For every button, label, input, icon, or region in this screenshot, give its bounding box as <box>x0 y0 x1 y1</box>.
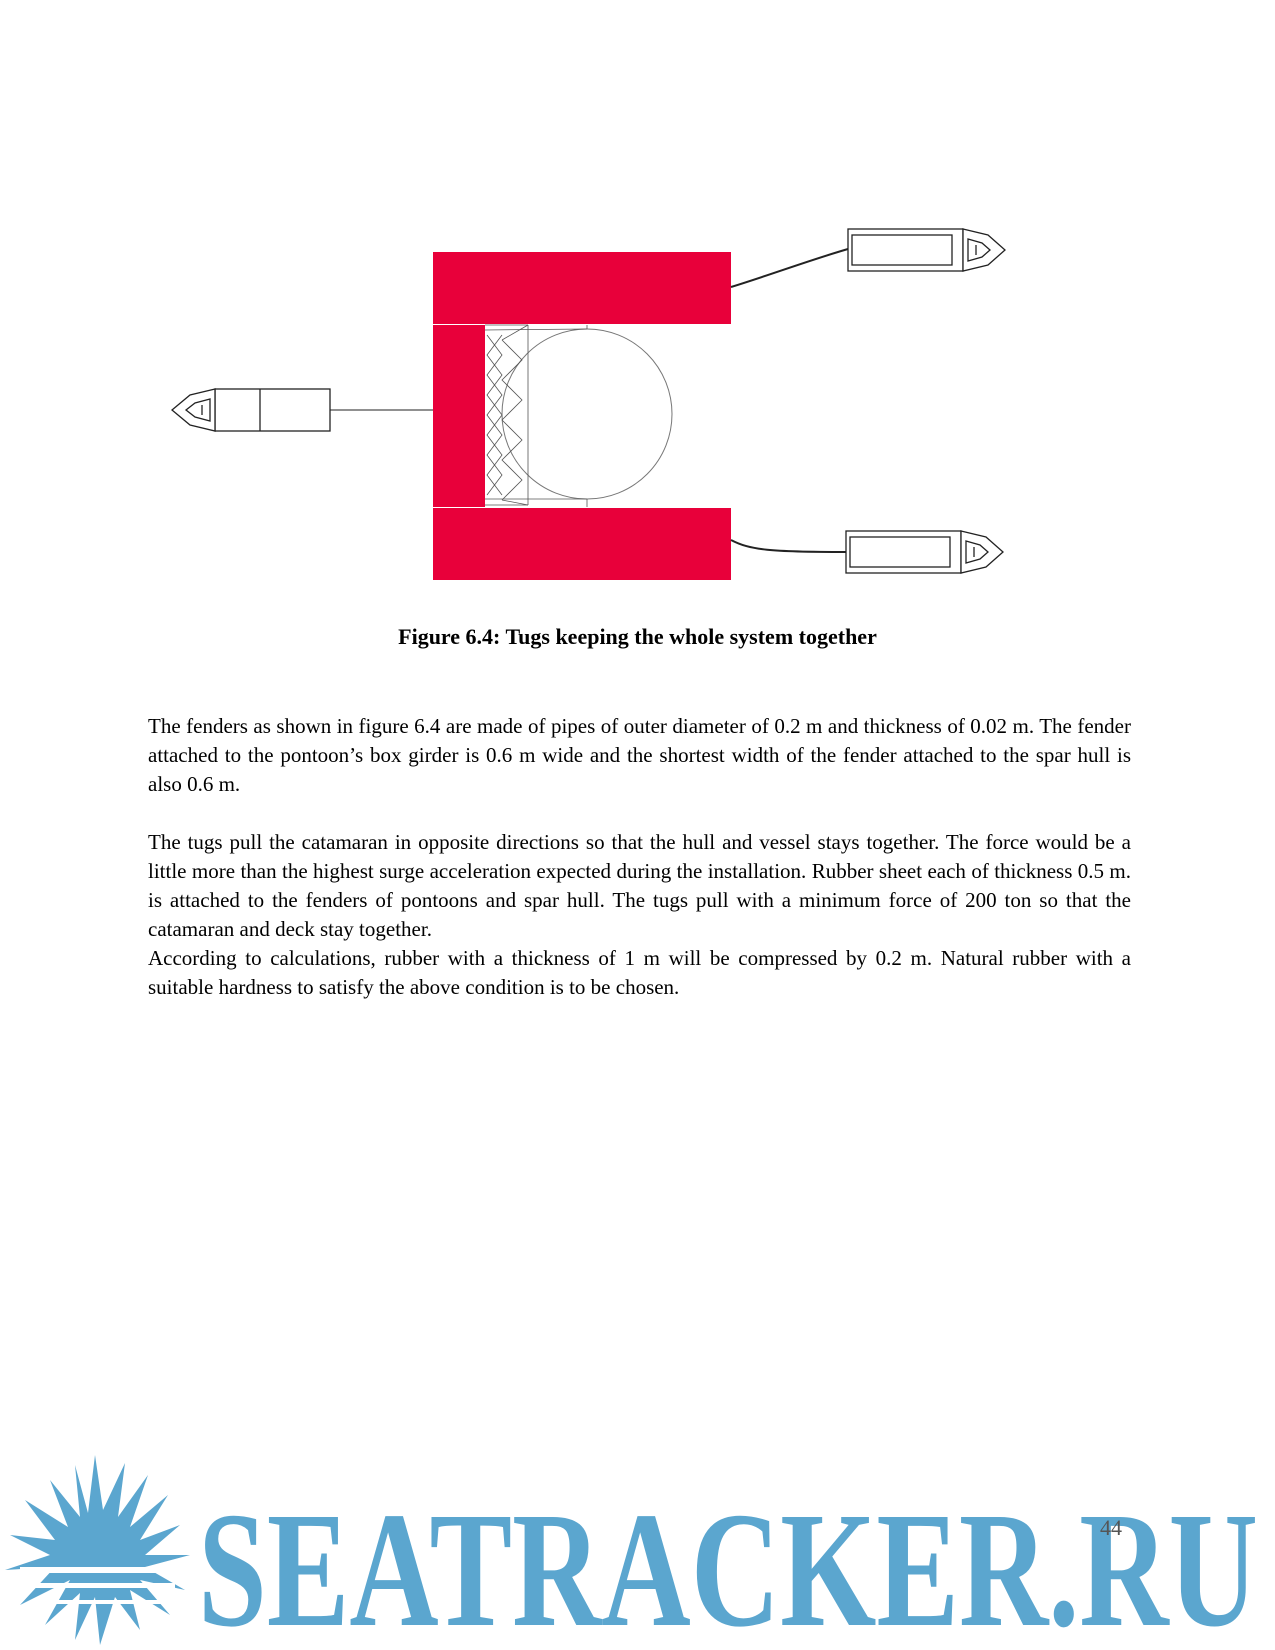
body-text <box>148 712 1131 1002</box>
tow-line-upper <box>731 249 848 287</box>
spar-hull <box>502 329 672 499</box>
paragraph: According to calculations, rubber with a thickness of 1 m will be compressed by 0.2 m. Natural rubber with a suitable hardness to satisfy the above condition is to be chosen. <box>148 946 1131 999</box>
paragraph: The fenders as shown in figure 6.4 are made of pipes of outer diameter of 0.2 m and thickness of 0.02 m. The fender attached to the pontoon’s box girder is 0.6 m wide and the shortest width of the fender attached to the spar hull is also 0.6 m. <box>148 714 1131 796</box>
tug-system-figure <box>150 215 1090 625</box>
paragraph: The tugs pull the catamaran in opposite directions so that the hull and vessel stays together. The force would be a little more than the highest surge acceleration expected during the installation. Rubber sheet each of thickness 0.5 m. is attached to the fenders of pontoons and spar hull. The tugs pull with a minimum force of 200 ton so that the catamaran and deck stay together. <box>148 830 1131 941</box>
page-number: 44 <box>1100 1515 1122 1540</box>
tug-left <box>172 389 330 431</box>
watermark-text: SEATRACKER.RU <box>198 1478 1258 1650</box>
tug-lower-right <box>846 531 1003 573</box>
figure-caption: Figure 6.4: Tugs keeping the whole system together <box>398 624 877 649</box>
lower-pontoon <box>433 508 731 580</box>
connecting-pontoon <box>433 325 485 507</box>
seatracker-watermark <box>0 1455 1275 1650</box>
sun-logo-icon <box>5 1455 190 1645</box>
upper-pontoon <box>433 252 731 324</box>
tow-line-lower <box>731 540 846 552</box>
tug-upper-right <box>848 229 1005 271</box>
